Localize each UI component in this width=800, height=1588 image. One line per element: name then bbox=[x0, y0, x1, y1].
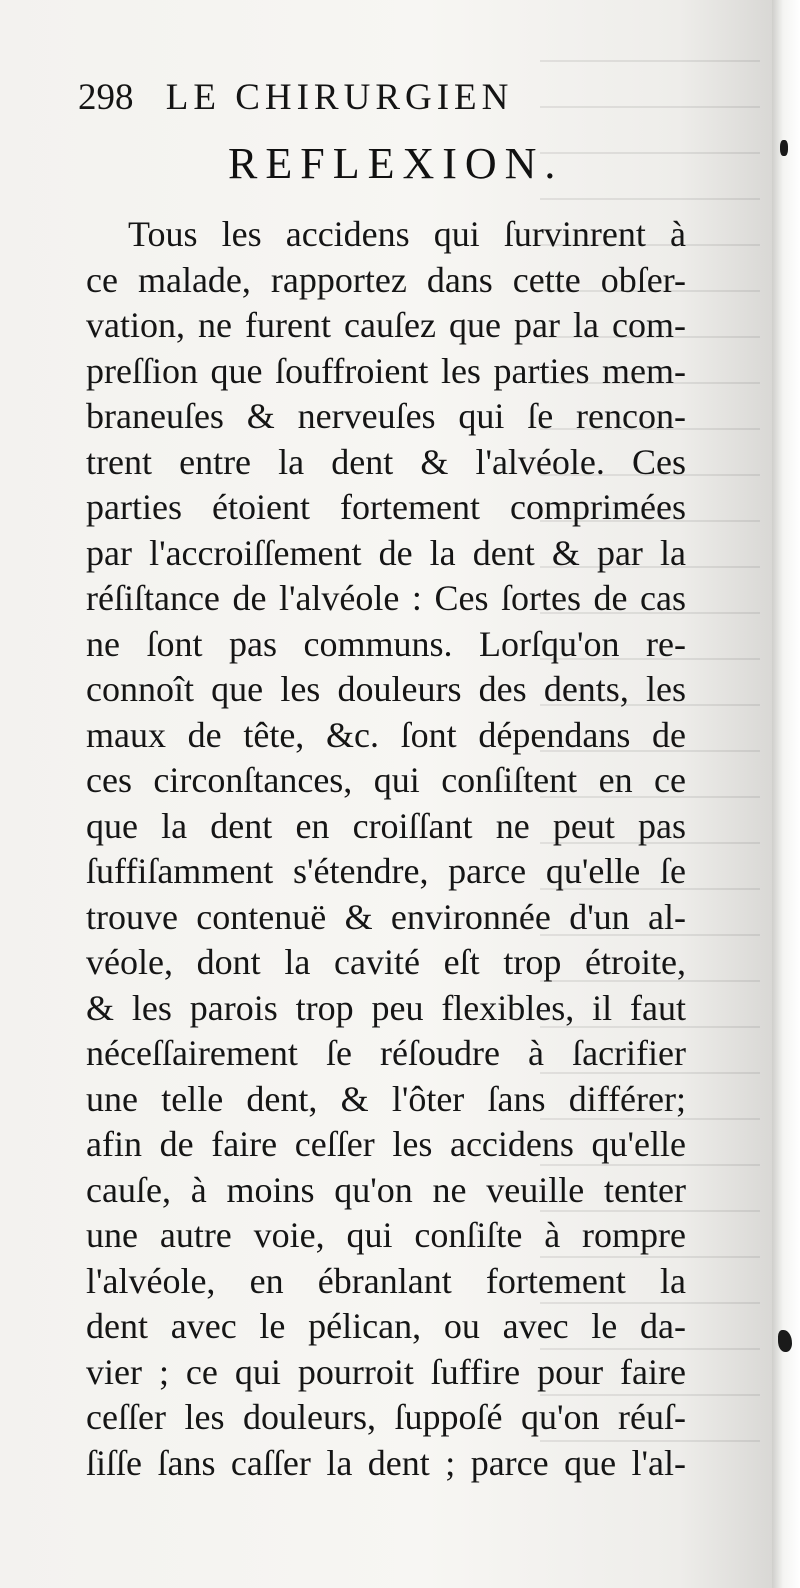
text-line: ceſſer les douleurs, ſuppoſé qu'on réuſ- bbox=[86, 1397, 686, 1437]
text-line: ſiſſe ſans caſſer la dent ; parce que l'al- bbox=[86, 1442, 686, 1483]
page-number: 298 bbox=[78, 77, 134, 118]
text-line: dent avec le pélican, ou avec le da- bbox=[86, 1306, 686, 1346]
text-line: ſuffiſamment s'étendre, parce qu'elle ſe bbox=[86, 851, 686, 891]
text-line: une autre voie, qui conſiſte à rompre bbox=[86, 1215, 686, 1255]
text-line: ne ſont pas communs. Lorſqu'on re- bbox=[86, 623, 686, 664]
text-line: néceſſairement ſe réſoudre à ſacrifier bbox=[86, 1033, 686, 1073]
text-line: & les parois trop peu flexibles, il faut bbox=[86, 987, 686, 1028]
edge-ink-mark bbox=[778, 1330, 792, 1352]
text-line: véole, dont la cavité eſt trop étroite, bbox=[86, 942, 686, 982]
text-line: parties étoient fortement comprimées bbox=[86, 487, 686, 527]
text-line: trouve contenuë & environnée d'un al- bbox=[86, 896, 686, 937]
text-line: trent entre la dent & l'alvéole. Ces bbox=[86, 441, 686, 482]
section-title: REFLEXION. bbox=[228, 139, 564, 188]
text-line: réſiſtance de l'alvéole : Ces ſortes de cas bbox=[86, 578, 686, 618]
text-line: vier ; ce qui pourroit ſuffire pour faire bbox=[86, 1351, 686, 1392]
text-line: l'alvéole, en ébranlant fortement la bbox=[86, 1260, 686, 1301]
text-line: cauſe, à moins qu'on ne veuille tenter bbox=[86, 1169, 686, 1210]
body-text bbox=[86, 212, 686, 1486]
text-line: vation, ne furent cauſez que par la com- bbox=[86, 305, 686, 345]
text-line: Tous les accidens qui ſurvinrent à bbox=[128, 214, 686, 254]
running-title: LE CHIRURGIEN bbox=[165, 77, 514, 118]
text-line: braneuſes & nerveuſes qui ſe rencon- bbox=[86, 396, 686, 436]
text-line: que la dent en croiſſant ne peut pas bbox=[86, 805, 686, 846]
text-line: ces circonſtances, qui conſiſtent en ce bbox=[86, 760, 686, 800]
text-line: ce malade, rapportez dans cette obſer- bbox=[86, 259, 686, 300]
text-line: connoît que les douleurs des dents, les bbox=[86, 669, 686, 709]
text-line: une telle dent, & l'ôter ſans différer; bbox=[86, 1078, 686, 1119]
text-line: preſſion que ſouffroient les parties mem- bbox=[86, 350, 686, 391]
edge-ink-mark bbox=[780, 140, 788, 156]
text-line: maux de tête, &c. ſont dépendans de bbox=[86, 714, 686, 755]
text-line: afin de faire ceſſer les accidens qu'elle bbox=[86, 1124, 686, 1164]
running-header bbox=[78, 76, 578, 126]
text-line: par l'accroiſſement de la dent & par la bbox=[86, 532, 686, 573]
page-edge bbox=[772, 0, 800, 1588]
